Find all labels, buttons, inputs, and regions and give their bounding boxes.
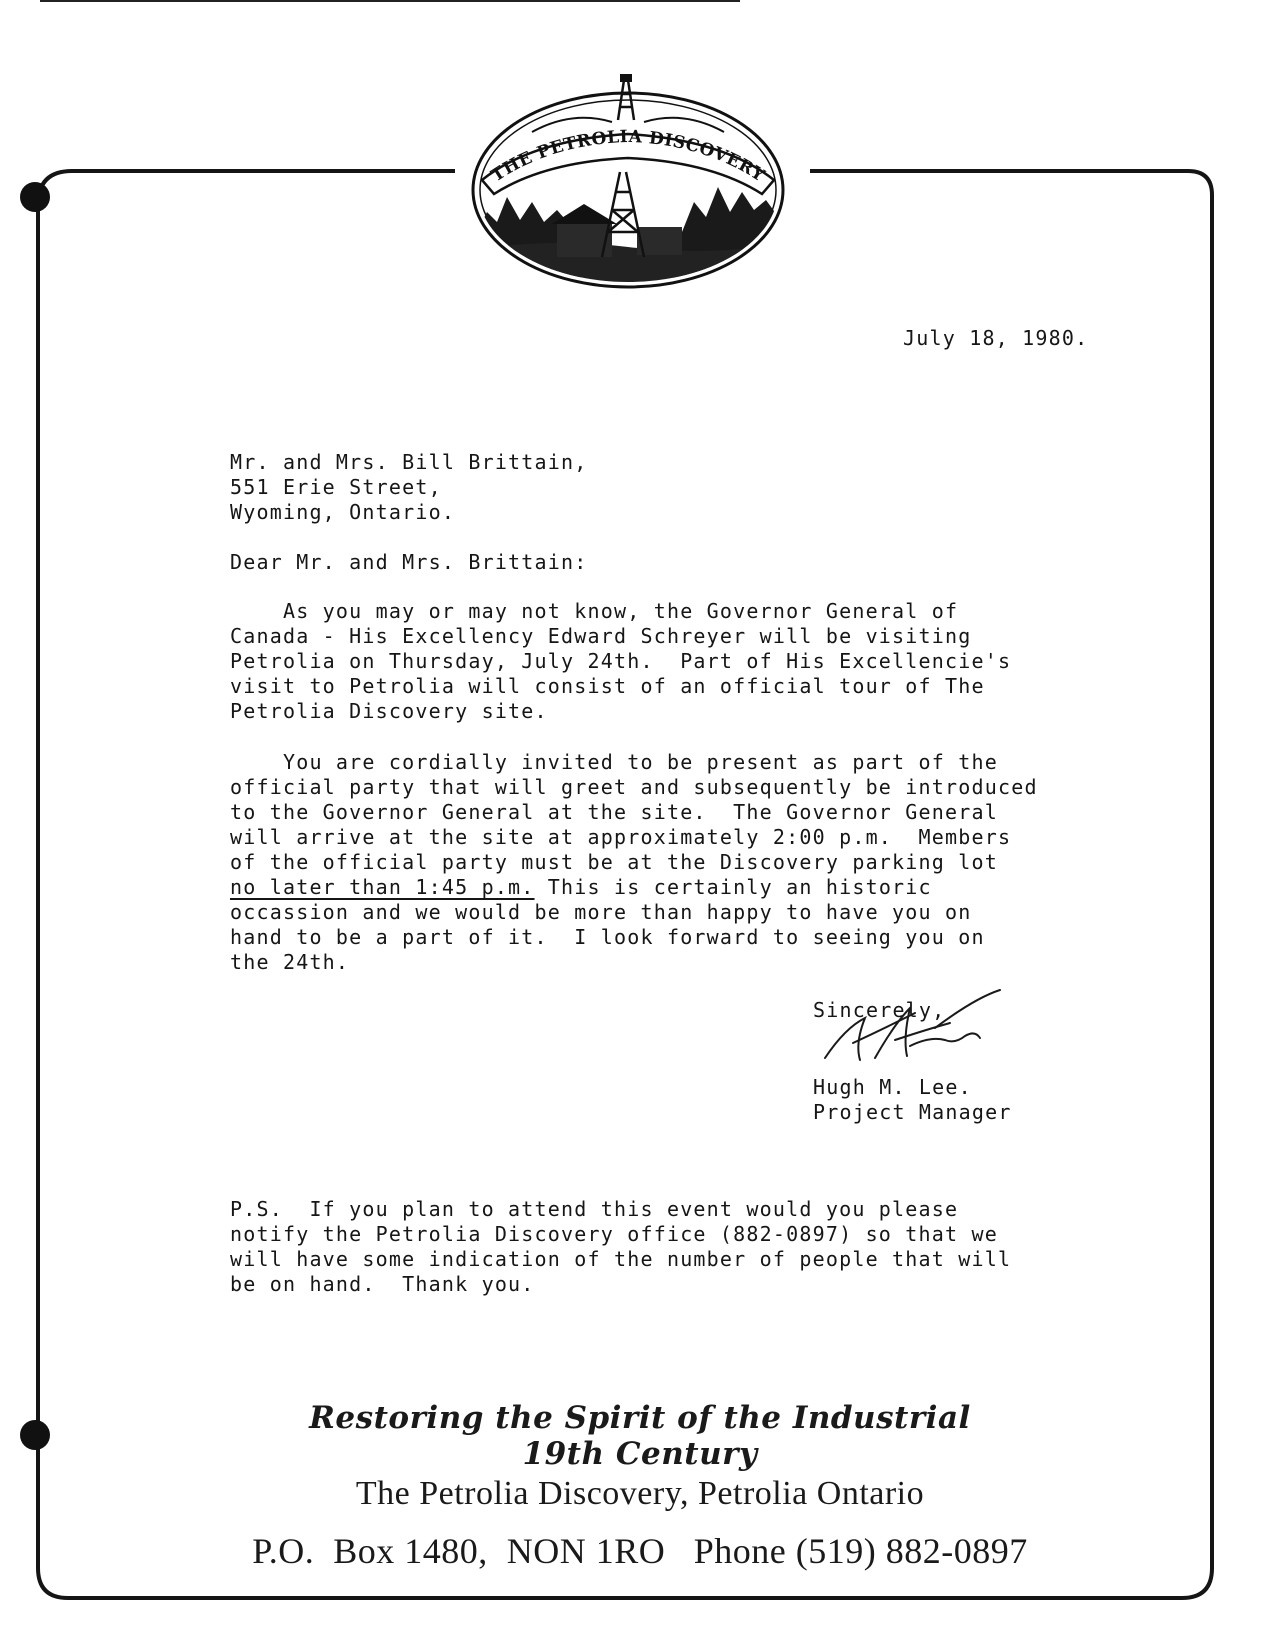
signer-name: Hugh M. Lee. [813,1075,972,1099]
closing: Sincerely, [813,998,946,1022]
paragraph-line: Canada - His Excellency Edward Schreyer will be visiting [230,624,972,648]
handwritten-signature [815,988,1005,1068]
address-line: Wyoming, Ontario. [230,500,456,524]
binder-hole-bottom [20,1420,50,1450]
recipient-address [230,450,588,525]
paragraph-line: Petrolia on Thursday, July 24th. Part of His Excellencie's [230,649,1012,673]
paragraph-line: to the Governor General at the site. The Governor General [230,800,998,824]
paragraph-line: hand to be a part of it. I look forward to seeing you on [230,925,985,949]
footer-contact: P.O. Box 1480, NON 1RO Phone (519) 882-0897 [252,1531,1028,1571]
postscript-line: P.S. If you plan to attend this event would you please [230,1197,959,1221]
paragraph-2 [230,750,1038,975]
paragraph-line: of the official party must be at the Discovery parking lot [230,850,998,874]
postscript-line: will have some indication of the number of people that will [230,1247,1012,1271]
paragraph-line: will arrive at the site at approximately 2:00 p.m. Members [230,825,1012,849]
signer-block [813,1075,1012,1125]
logo-banner-text: THE PETROLIA DISCOVERY [487,126,769,187]
binder-hole-top [20,182,50,212]
petrolia-discovery-logo [462,72,794,290]
deadline-emphasis: no later than 1:45 p.m. [230,875,535,899]
paragraph-line: the 24th. [230,950,350,974]
address-line: Mr. and Mrs. Bill Brittain, [230,450,588,474]
salutation: Dear Mr. and Mrs. Brittain: [230,550,588,574]
paragraph-line: Petrolia Discovery site. [230,699,548,723]
paragraph-line: As you may or may not know, the Governor General of [230,599,959,623]
postscript-line: notify the Petrolia Discovery office (882-0897) so that we [230,1222,998,1246]
postscript-line: be on hand. Thank you. [230,1272,535,1296]
paragraph-line: You are cordially invited to be present as part of the [230,750,998,774]
paragraph-1 [230,599,1011,724]
footer-organization: The Petrolia Discovery, Petrolia Ontario [355,1475,925,1512]
paragraph-line: occassion and we would be more than happy to have you on [230,900,972,924]
paragraph-line [230,875,1038,900]
postscript [230,1197,1011,1297]
paragraph-line-continuation: This is certainly an historic [534,875,932,899]
paragraph-line: visit to Petrolia will consist of an official tour of The [230,674,985,698]
paragraph-line: official party that will greet and subsequently be introduced [230,775,1038,799]
address-line: 551 Erie Street, [230,475,442,499]
letterhead-motto: Restoring the Spirit of the Industrial 19th Century [309,1400,971,1472]
signer-title: Project Manager [813,1100,1012,1124]
letter-date: July 18, 1980. [903,326,1089,350]
